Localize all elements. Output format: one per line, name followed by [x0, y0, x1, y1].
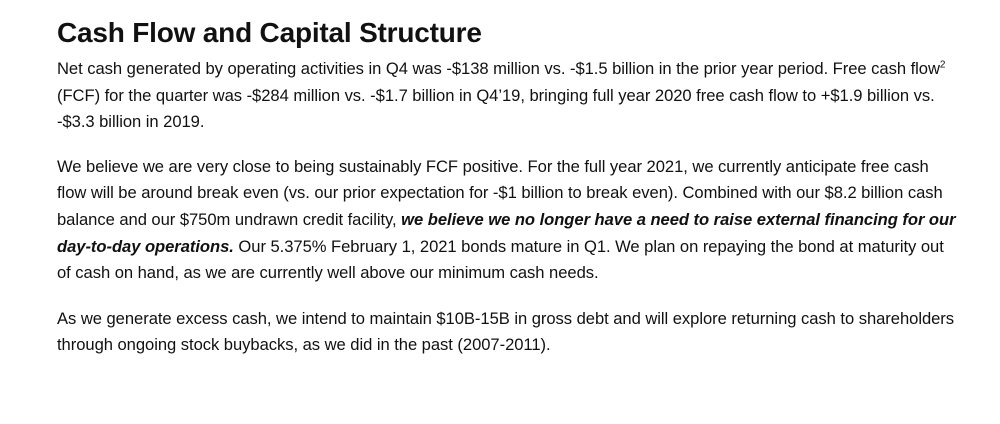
paragraph-cash-flow	[57, 56, 957, 136]
paragraph-outlook-emphasis: we believe we no longer have a need to raise external financing for our day-to-day operations.	[57, 209, 956, 256]
section-heading: Cash Flow and Capital Structure	[57, 17, 482, 48]
paragraph-cash-flow-text-1: Net cash generated by operating activities in Q4 was -$138 million vs. -$1.5 billion in the prior year period. Free cash flow	[57, 59, 940, 78]
footnote-marker: 2	[939, 59, 946, 71]
paragraph-cash-flow-text-2: (FCF) for the quarter was -$284 million vs. -$1.7 billion in Q4’19, bringing full year 2020 free cash flow to +$1.9 billion vs. -$3.3 billion in 2019.	[57, 85, 935, 132]
paragraph-capital-return-text: As we generate excess cash, we intend to maintain $10B-15B in gross debt and will explore returning cash to shareholders through ongoing stock buybacks, as we did in the past (2007-2011).	[57, 308, 955, 355]
paragraph-capital-return	[57, 306, 957, 359]
paragraph-outlook	[57, 154, 957, 287]
document-section	[57, 14, 957, 359]
paragraph-outlook-text-2: Our 5.375% February 1, 2021 bonds mature in Q1. We plan on repaying the bond at maturity out of cash on hand, as we are currently well above our minimum cash needs.	[57, 236, 944, 283]
paragraph-outlook-text-1: We believe we are very close to being sustainably FCF positive. For the full year 2021, we currently anticipate free cash flow will be around break even (vs. our prior expectation for -$1 billion to break even). Combined with our $8.2 billion cash balance and our $750m undrawn credit facility,	[57, 156, 943, 229]
